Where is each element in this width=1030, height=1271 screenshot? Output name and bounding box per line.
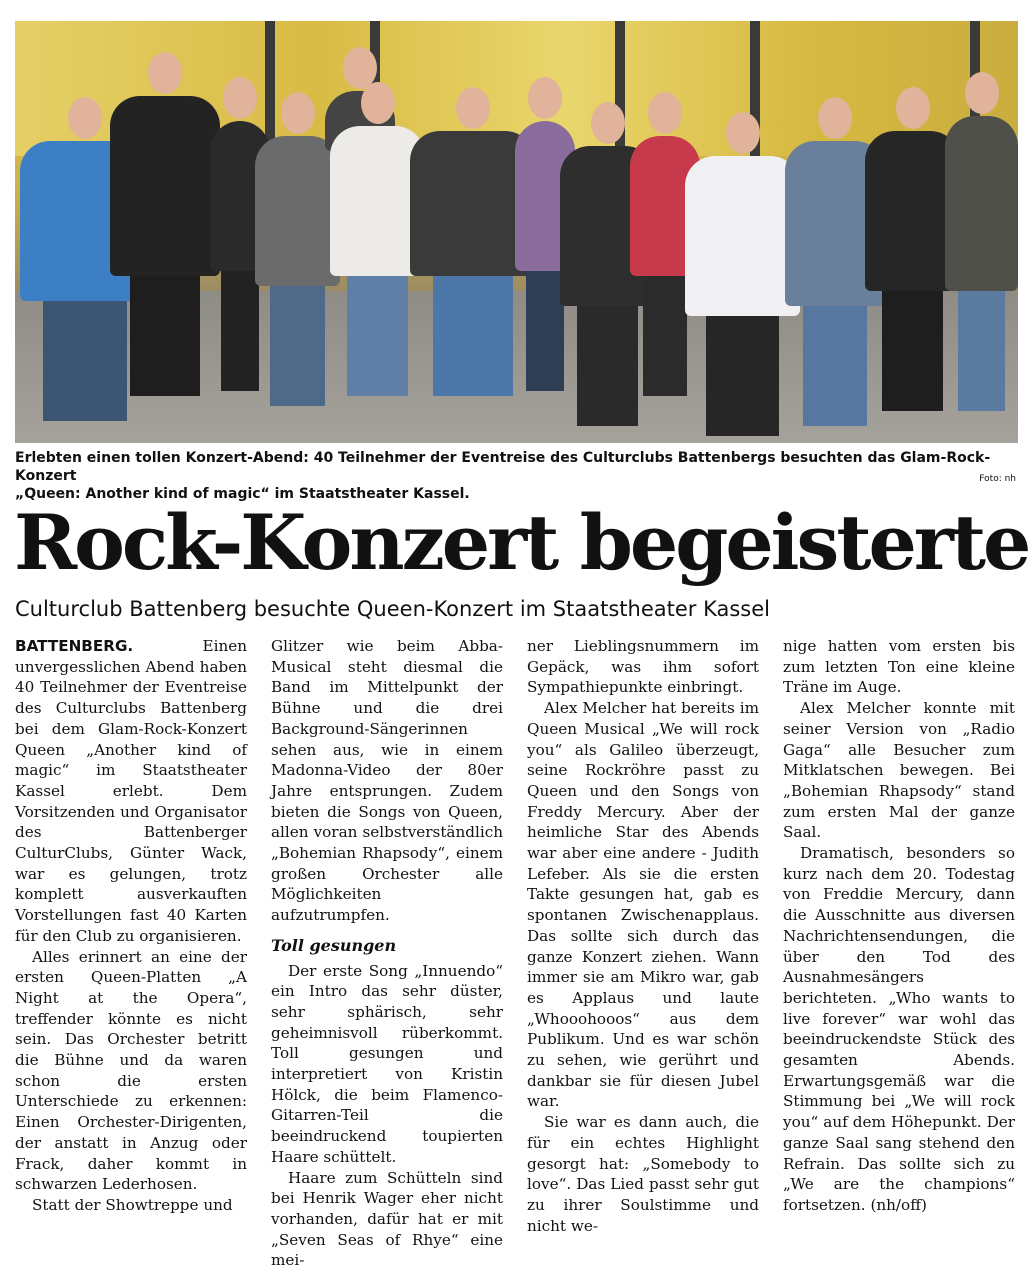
article-paragraph: Alex Melcher hat bereits im Queen Musical „We will rock you“ als Galileo überzeugt, seine Rockröhre passt zu Queen und den Songs von Freddy Mercury. Aber der heimliche Star des Abends war aber eine andere - Judith Lefeber. Als sie die ersten Takte gesungen hat, gab es spontanen Zwischenapplaus. Das sollte sich durch das ganze Konzert ziehen. Wann immer sie am Mikro war, gab es Applaus und laute „Whooohooos“ aus dem Publikum. Und es war schön zu sehen, wie gerührt und dankbar sie für diesen Jubel war. [527, 699, 759, 1111]
article-column-4 [783, 636, 1015, 1216]
group-photo [15, 21, 1018, 443]
article-paragraph [15, 636, 247, 947]
article-paragraph: Statt der Showtreppe und [32, 1195, 233, 1214]
dateline: BATTENBERG. [15, 637, 134, 655]
caption-line-1: Erlebten einen tollen Konzert-Abend: 40 Teilnehmer der Eventreise des Culturclubs Battenbergs besuchten das Glam-Rock-Konzert [15, 450, 991, 484]
article-paragraph: nige hatten vom ersten bis zum letzten Ton eine kleine Träne im Auge. [783, 637, 1015, 697]
photo-credit: Foto: nh [979, 474, 1016, 484]
article-column-1 [15, 636, 247, 1216]
subheadline: Culturclub Battenberg besuchte Queen-Konzert im Staatstheater Kassel [15, 597, 770, 621]
article-column-2 [271, 636, 503, 1271]
photo-person [945, 116, 1018, 291]
photo-window-frame [265, 21, 275, 156]
article-paragraph: Der erste Song „Innuendo“ ein Intro das sehr düster, sehr sphärisch, sehr geheimnisvoll rüberkommt. Toll gesungen und interpretiert von Kristin Hölck, die beim Flamenco-Gitarren-Teil die beeindruckend toupierten Haare schüttelt. [271, 961, 503, 1166]
article-paragraph: Alles erinnert an eine der ersten Queen-Platten „A Night at the Opera“, treffender könnte es nicht sein. Das Orchester betritt die Bühne und da waren schon die ersten Unterschiede zu erkennen: Einen Orchester-Dirigenten, der anstatt in Anzug oder Frack, daher kommt in schwarzen Lederhosen. [15, 947, 247, 1194]
photo-person [255, 136, 340, 286]
photo-person [685, 156, 800, 316]
section-heading: Toll gesungen [271, 935, 397, 955]
paragraph-text: Einen unvergesslichen Abend haben 40 Teilnehmer der Eventreise des Culturclubs Battenberg bei dem Glam-Rock-Konzert Queen „Another kind of magic“ im Staatstheater Kassel erlebt. Dem Vorsitzenden und Organisator des Battenberger CulturClubs, Günter Wack, war es gelungen, trotz komplett ausverkauften Vorstellungen fast 40 Karten für den Club zu organisieren. [15, 637, 247, 945]
headline: Rock-Konzert begeisterte [14, 498, 1029, 587]
article-paragraph: Sie war es dann auch, die für ein echtes Highlight gesorgt hat: „Somebody to love“. Das Lied passt sehr gut zu ihrer Soulstimme und nicht we- [527, 1113, 759, 1235]
article-paragraph: Alex Melcher konnte mit seiner Version von „Radio Gaga“ alle Besucher zum Mitklatschen bewegen. Bei „Bohemian Rhapsody“ stand zum ersten Mal der ganze Saal. [783, 699, 1015, 842]
article-paragraph: ner Lieblingsnummern im Gepäck, was ihm sofort Sympathiepunkte einbringt. [527, 637, 759, 697]
article-column-3 [527, 636, 759, 1236]
photo-caption [15, 449, 1018, 503]
photo-person [110, 96, 220, 276]
article-paragraph: Haare zum Schütteln sind bei Henrik Wager eher nicht vorhanden, dafür hat er mit „Seven Seas of Rhye“ eine mei- [271, 1168, 503, 1270]
article-paragraph: Glitzer wie beim Abba-Musical steht diesmal die Band im Mittelpunkt der Bühne und die drei Background-Sängerinnen sehen aus, wie in einem Madonna-Video der 80er Jahre entsprungen. Zudem bieten die Songs von Queen, allen voran selbstverständlich „Bohemian Rhapsody“, einem großen Orchester alle Möglichkeiten aufzutrumpfen. [271, 637, 503, 925]
caption-line-2: „Queen: Another kind of magic“ im Staatstheater Kassel. [15, 486, 470, 502]
article-paragraph: Dramatisch, besonders so kurz nach dem 20. Todestag von Freddie Mercury, dann die Ausschnitte aus diversen Nachrichtensendungen, die über den Tod des Ausnahmesängers berichteten. „Who wants to live forever“ war wohl das beeindruckendste Stück des gesamten Abends. Erwartungsgemäß war die Stimmung bei „We will rock you“ auf dem Höhepunkt. Der ganze Saal sang stehend den Refrain. Das sollte sich zu „We are the champions“ fortsetzen. (nh/off) [783, 844, 1015, 1214]
